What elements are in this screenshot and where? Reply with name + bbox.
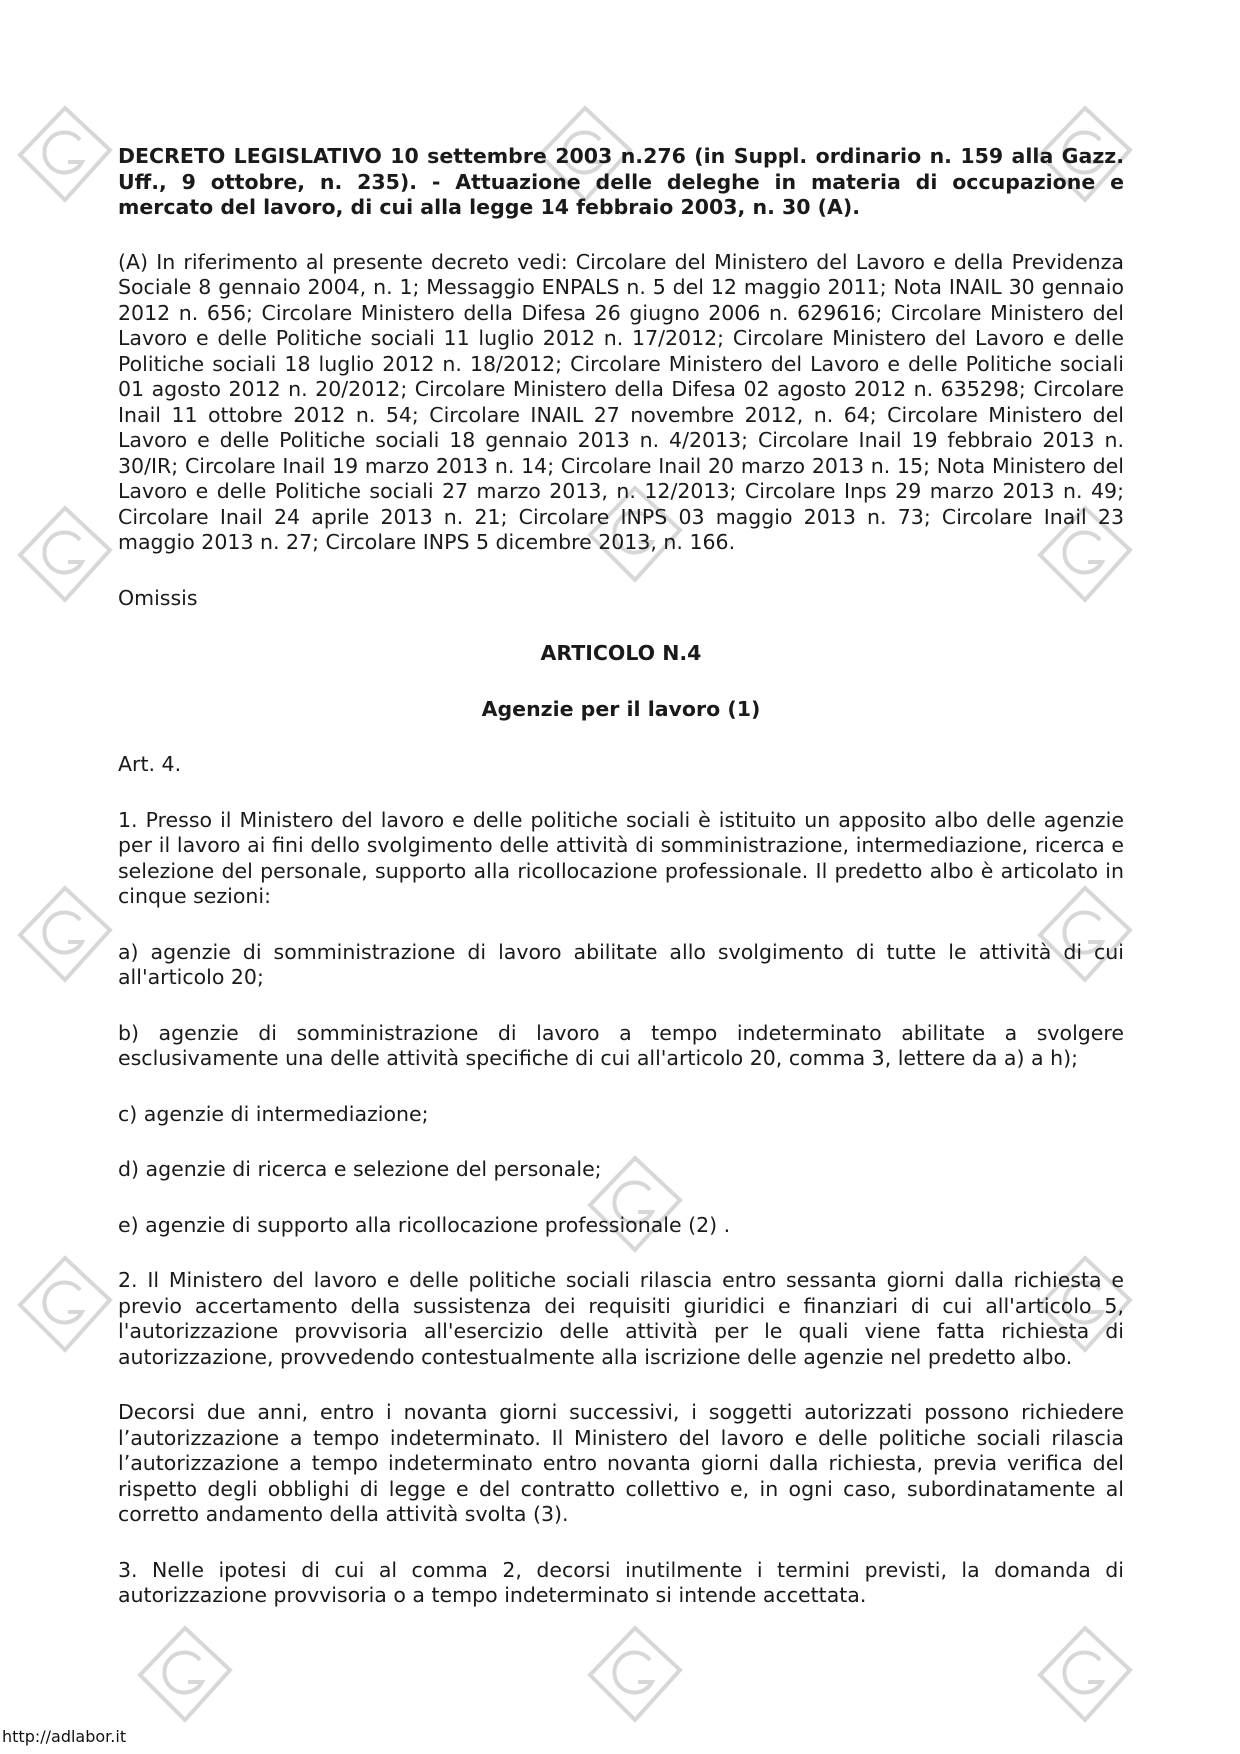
- footer-url[interactable]: http://adlabor.it: [2, 1727, 127, 1746]
- article-heading: ARTICOLO N.4: [540, 641, 702, 665]
- article-paragraph-2: 2. Il Ministero del lavoro e delle politiche sociali rilascia entro sessanta giorni dalla richiesta e previo accertamento della sussistenza dei requisiti giuridici e finanziari di cui all'articolo 5, l'autorizzazione provvisoria all'esercizio delle attività per le quali viene fatta richiesta di autorizzazione, provvedendo contestualmente alla iscrizione delle agenzie nel predetto albo.: [118, 1268, 1124, 1369]
- g-logo-watermark-icon: [1030, 1620, 1140, 1730]
- g-logo-watermark-icon: [580, 1620, 690, 1730]
- g-logo-watermark-icon: [130, 1620, 240, 1730]
- article-paragraph-3: 3. Nelle ipotesi di cui al comma 2, decorsi inutilmente i termini previsti, la domanda di autorizzazione provvisoria o a tempo indeterminato si intende accettata.: [118, 1557, 1124, 1607]
- g-logo-watermark-icon: [10, 500, 120, 610]
- article-item-d: d) agenzie di ricerca e selezione del personale;: [118, 1157, 602, 1181]
- article-paragraph-1: 1. Presso il Ministero del lavoro e delle politiche sociali è istituito un apposito albo delle agenzie per il lavoro ai fini dello svolgimento delle attività di somministrazione, intermediazione, ricerca e selezione del personale, supporto alla ricollocazione professionale. Il predetto albo è articolato in cinque sezioni:: [118, 807, 1124, 908]
- g-logo-watermark-icon: [10, 100, 120, 210]
- document-page: [118, 144, 1124, 1609]
- article-item-c: c) agenzie di intermediazione;: [118, 1101, 429, 1126]
- intro-note: (A) In riferimento al presente decreto vedi: Circolare del Ministero del Lavoro e della Previdenza Sociale 8 gennaio 2004, n. 1; Messaggio ENPALS n. 5 del 12 maggio 2011; Nota INAIL 30 gennaio 2012 n. 656; Circolare Ministero della Difesa 26 giugno 2006 n. 629616; Circolare Ministero del Lavoro e delle Politiche sociali 11 luglio 2012 n. 17/2012; Circolare Ministero del Lavoro e delle Politiche sociali 18 luglio 2012 n. 18/2012; Circolare Ministero del Lavoro e delle Politiche sociali 01 agosto 2012 n. 20/2012; Circolare Ministero della Difesa 02 agosto 2012 n. 635298; Circolare Inail 11 ottobre 2012 n. 54; Circolare INAIL 27 novembre 2012, n. 64; Circolare Ministero del Lavoro e delle Politiche sociali 18 gennaio 2013 n. 4/2013; Circolare Inail 19 febbraio 2013 n. 30/IR; Circolare Inail 19 marzo 2013 n. 14; Circolare Inail 20 marzo 2013 n. 15; Nota Ministero del Lavoro e delle Politiche sociali 27 marzo 2013, n. 12/2013; Circolare Inps 29 marzo 2013 n. 49; Circolare Inail 24 aprile 2013 n. 21; Circolare INPS 03 maggio 2013 n. 73; Circolare Inail 23 maggio 2013 n. 27; Circolare INPS 5 dicembre 2013, n. 166.: [118, 249, 1124, 554]
- decree-title: DECRETO LEGISLATIVO 10 settembre 2003 n.276 (in Suppl. ordinario n. 159 alla Gazz. Uff., 9 ottobre, n. 235). - Attuazione delle deleghe in materia di occupazione e mercato del lavoro, di cui alla legge 14 febbraio 2003, n. 30 (A).: [118, 144, 1124, 219]
- article-paragraph-2-continued: Decorsi due anni, entro i novanta giorni successivi, i soggetti autorizzati possono richiedere l’autorizzazione a tempo indeterminato. Il Ministero del lavoro e delle politiche sociali rilascia l’autorizzazione a tempo indeterminato entro novanta giorni dalla richiesta, previa verifica del rispetto degli obblighi di legge e del contratto collettivo e, in ogni caso, subordinatamente al corretto andamento della attività svolta (3).: [118, 1400, 1124, 1526]
- article-item-a: a) agenzie di somministrazione di lavoro abilitate allo svolgimento di tutte le attività di cui all'articolo 20;: [118, 939, 1124, 989]
- article-label: Art. 4.: [118, 752, 182, 776]
- omissis-text: Omissis: [118, 585, 198, 610]
- g-logo-watermark-icon: [10, 880, 120, 990]
- article-item-e: e) agenzie di supporto alla ricollocazione professionale (2) .: [118, 1212, 731, 1237]
- article-item-b: b) agenzie di somministrazione di lavoro a tempo indeterminato abilitate a svolgere esclusivamente una delle attività specifiche di cui all'articolo 20, comma 3, lettere da a) a h);: [118, 1020, 1124, 1070]
- article-subheading: Agenzie per il lavoro (1): [481, 696, 761, 721]
- g-logo-watermark-icon: [10, 1250, 120, 1360]
